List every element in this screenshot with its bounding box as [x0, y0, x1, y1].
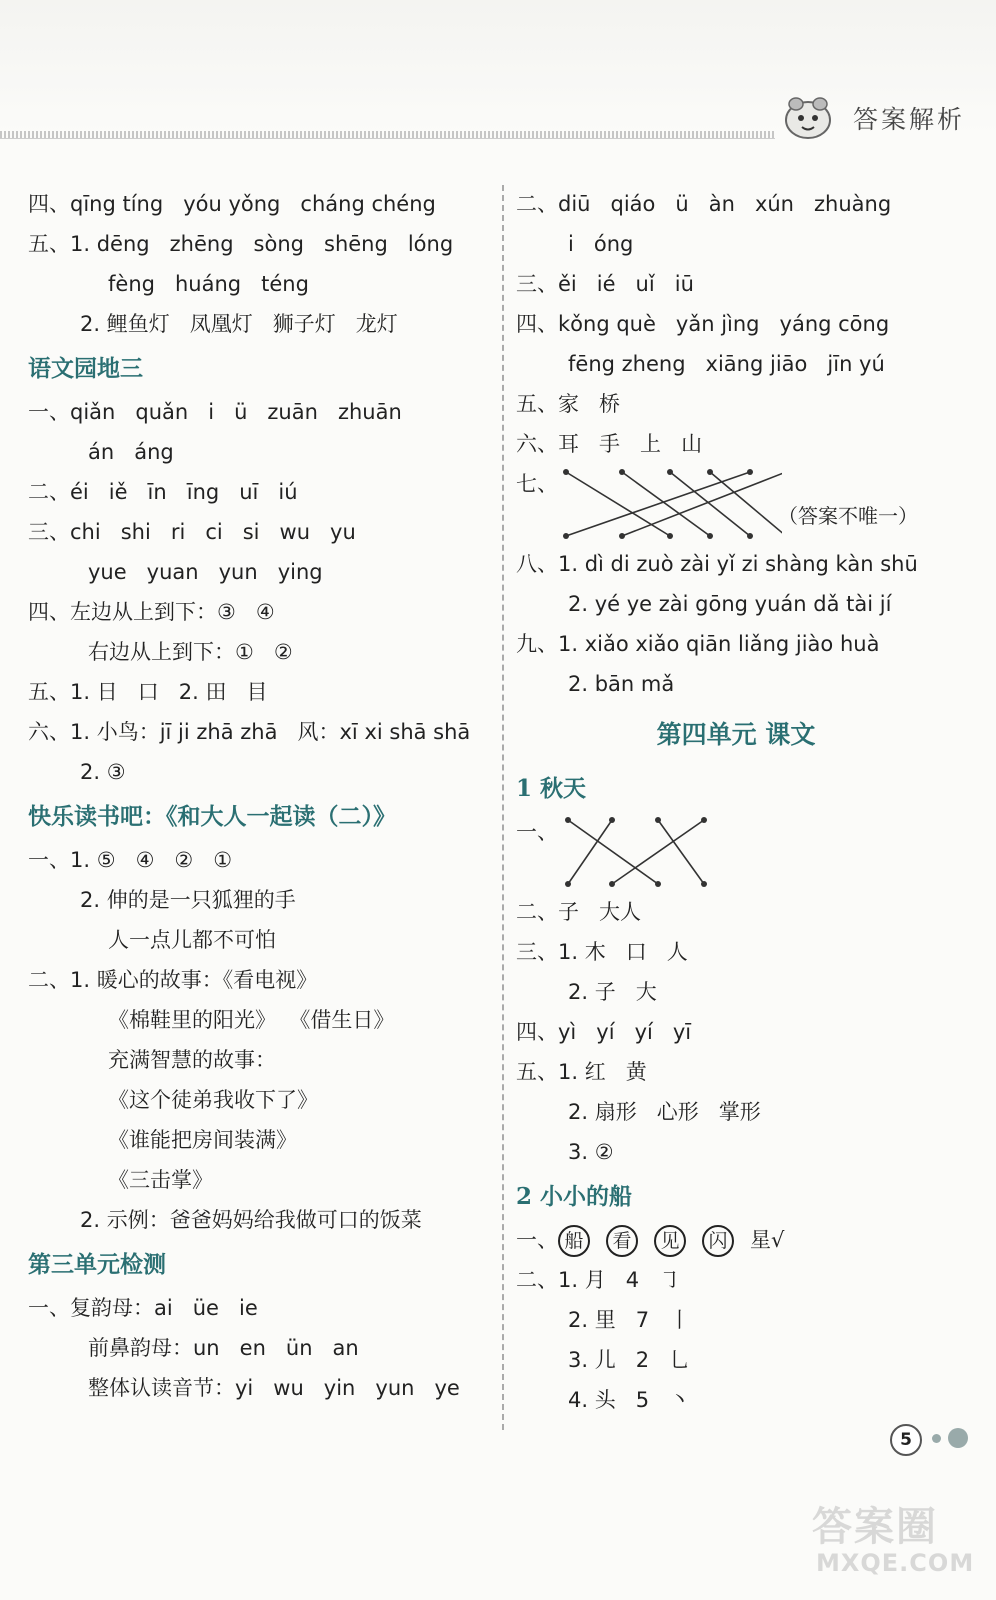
- answer-line: 《棉鞋里的阳光》 《借生日》: [108, 1008, 395, 1032]
- answer-line: 《这个徒弟我收下了》: [108, 1088, 318, 1112]
- answer-line: 人一点儿都不可怕: [108, 928, 276, 952]
- answer-line: 二、子 大人: [516, 900, 642, 924]
- answer-line: 五、1. 日 口 2. 田 目: [28, 680, 268, 704]
- right-column: [516, 184, 976, 1420]
- matching-lines-icon: [562, 466, 782, 542]
- answer-line: 《三击掌》: [108, 1168, 213, 1192]
- circled-char: 闪: [702, 1225, 734, 1257]
- match-line: [670, 472, 750, 536]
- answer-line: 二、1. 月 4 ㇆: [516, 1268, 681, 1292]
- item-label: 七、: [516, 472, 558, 496]
- section-heading: 第三单元检测: [28, 1251, 166, 1278]
- section-heading: 快乐读书吧：《和大人一起读（二）》: [28, 803, 396, 830]
- left-column: [28, 184, 508, 1408]
- section-heading: 语文园地三: [28, 355, 143, 382]
- matching-lines-icon: [562, 814, 722, 890]
- answer-line: 充满智慧的故事：: [108, 1048, 276, 1072]
- answer-line: 三、1. 木 口 人: [516, 940, 688, 964]
- page-dot-large: [948, 1428, 968, 1448]
- answer-line: 2. ③: [80, 760, 126, 784]
- answer-line: 3. ②: [568, 1140, 614, 1164]
- answer-line: 三、chi shi ri ci si wu yu: [28, 520, 356, 544]
- answer-line: 二、éi iě īn īng uī iú: [28, 480, 298, 504]
- answer-tail: 星√: [750, 1228, 785, 1252]
- match-line: [566, 472, 750, 536]
- matching-answer-7: [516, 464, 976, 544]
- item-label: 一、: [516, 1228, 558, 1252]
- answer-line: fèng huáng téng: [108, 272, 309, 296]
- header-rule: [0, 131, 775, 138]
- answer-line: 2. 子 大: [568, 980, 657, 1004]
- answer-line: 二、diū qiáo ü àn xún zhuàng: [516, 192, 892, 216]
- answer-line: 2. yé ye zài gōng yuán dǎ tài jí: [568, 592, 892, 616]
- match-line: [658, 820, 704, 884]
- answer-line: 整体认读音节：yi wu yin yun ye: [88, 1376, 460, 1400]
- answer-line: 四、yì yí yí yī: [516, 1020, 692, 1044]
- answer-line: 一、复韵母：ai üe ie: [28, 1296, 258, 1320]
- watermark: [812, 1495, 975, 1595]
- answer-line: 九、1. xiǎo xiǎo qiān liǎng jiào huà: [516, 632, 880, 656]
- header-band: [0, 0, 996, 135]
- mascot-icon: [782, 92, 834, 140]
- watermark-line2: MXQE.COM: [816, 1549, 975, 1577]
- matching-answer-1: [516, 812, 976, 892]
- unit-heading: 第四单元 课文: [656, 720, 816, 749]
- answer-line: fēng zheng xiāng jiāo jīn yú: [568, 352, 885, 376]
- answer-line: 六、耳 手 上 山: [516, 432, 703, 456]
- answer-line: 2. 里 7 丨: [568, 1308, 691, 1332]
- circled-char: 见: [654, 1225, 686, 1257]
- answer-line: 前鼻韵母：un en ün an: [88, 1336, 359, 1360]
- answer-line: 一、qiǎn quǎn i ü zuān zhuān: [28, 400, 402, 424]
- item-label: 一、: [516, 820, 558, 844]
- circled-char: 船: [558, 1225, 590, 1257]
- answer-note: （答案不唯一）: [778, 504, 918, 528]
- answer-line: 2. 伸的是一只狐狸的手: [80, 888, 296, 912]
- circled-char: 看: [606, 1225, 638, 1257]
- answer-line: 八、1. dì di zuò zài yǐ zi shàng kàn shū: [516, 552, 918, 576]
- page-dot-small: [932, 1434, 941, 1443]
- answer-line: 《谁能把房间装满》: [108, 1128, 297, 1152]
- answer-line: 五、1. 红 黄: [516, 1060, 647, 1084]
- match-line: [612, 820, 704, 884]
- answer-line: 3. 儿 2 乚: [568, 1348, 691, 1372]
- match-line: [566, 472, 670, 536]
- answer-line: 2. 扇形 心形 掌形: [568, 1100, 761, 1124]
- answer-line: 三、ěi ié uǐ iū: [516, 272, 694, 296]
- match-line: [568, 820, 658, 884]
- answer-line: 4. 头 5 丶: [568, 1388, 691, 1412]
- answer-line: án áng: [88, 440, 174, 464]
- match-line: [622, 472, 782, 536]
- watermark-line1: 答案圈: [812, 1504, 938, 1550]
- answer-line: 2. 鲤鱼灯 凤凰灯 狮子灯 龙灯: [80, 312, 398, 336]
- section-heading: 1 秋天: [516, 775, 587, 802]
- answer-line: 五、家 桥: [516, 392, 621, 416]
- answer-line: 2. bān mǎ: [568, 672, 675, 696]
- answer-line: 四、kǒng què yǎn jìng yáng cōng: [516, 312, 890, 336]
- answer-line: yue yuan yun ying: [88, 560, 323, 584]
- page-number: 5: [890, 1424, 922, 1456]
- answer-line: 2. 示例：爸爸妈妈给我做可口的饭菜: [80, 1208, 422, 1232]
- answer-line: 一、1. ⑤ ④ ② ①: [28, 848, 233, 872]
- match-line: [568, 820, 612, 884]
- section-heading: 2 小小的船: [516, 1183, 633, 1210]
- answer-line: 四、左边从上到下：③ ④: [28, 600, 275, 624]
- answer-line: 六、1. 小鸟：jī ji zhā zhā 风：xī xi shā shā: [28, 720, 471, 744]
- answer-line: 右边从上到下：① ②: [88, 640, 293, 664]
- answer-line: i óng: [568, 232, 634, 256]
- answer-line: 四、qīng tíng yóu yǒng cháng chéng: [28, 192, 436, 216]
- answer-line: 五、1. dēng zhēng sòng shēng lóng: [28, 232, 454, 256]
- header-rule-line: [0, 138, 775, 139]
- answer-line: 二、1. 暖心的故事：《看电视》: [28, 968, 318, 992]
- match-line: [622, 472, 710, 536]
- header-title: 答案解析: [853, 105, 966, 134]
- circled-answer: [516, 1220, 976, 1260]
